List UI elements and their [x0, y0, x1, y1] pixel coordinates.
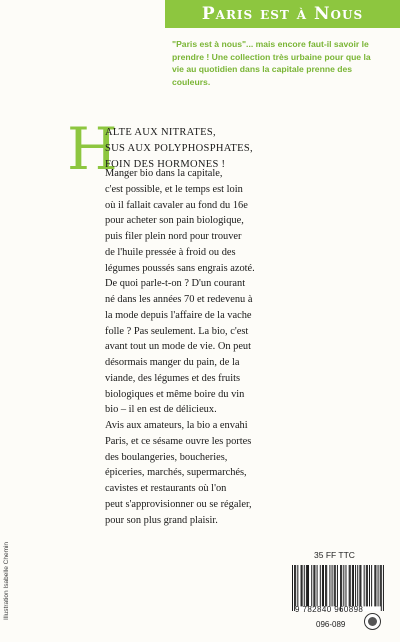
barcode-bar: [304, 565, 305, 606]
barcode-bar: [302, 565, 303, 606]
barcode-bar: [353, 565, 354, 606]
barcode-bar: [317, 565, 318, 606]
headline-line: SUS AUX POLYPHOSPHATES,: [105, 143, 253, 154]
body-line: peut s'approvisionner ou se régaler,: [105, 498, 252, 510]
body-line: légumes poussés sans engrais azoté.: [105, 262, 255, 274]
barcode-bar: [374, 565, 375, 606]
body-line: bio – il en est de délicieux.: [105, 404, 217, 416]
barcode-bar: [295, 565, 296, 606]
body-line: Manger bio dans la capitale,: [105, 168, 223, 179]
reference-code: 096-089: [316, 620, 346, 629]
body-line: Paris, et ce sésame ouvre les portes: [105, 435, 252, 447]
body-line: où il fallait cavaler au fond du 16e: [105, 199, 248, 211]
barcode-bar: [381, 565, 382, 611]
body-line: la mode depuis l'affaire de la vache: [105, 309, 252, 321]
series-title: Paris est à Nous: [201, 4, 364, 24]
barcode-bar: [329, 565, 330, 606]
headline-line: FOIN DES HORMONES !: [105, 159, 226, 170]
body-line: pour acheter son pain biologique,: [105, 215, 244, 227]
series-banner: [165, 0, 400, 28]
body-line: c'est possible, et le temps est loin: [105, 183, 243, 195]
barcode-bar: [360, 565, 361, 606]
body-line: De quoi parle-t-on ? D'un courant: [105, 278, 246, 290]
body-line: cavistes et restaurants où l'on: [105, 483, 227, 494]
barcode-bar: [301, 565, 302, 606]
barcode-bar: [357, 565, 358, 606]
body-text: [105, 166, 310, 528]
barcode-bar: [367, 565, 368, 606]
barcode-bar: [355, 565, 356, 606]
body-line: biologiques et même boire du vin: [105, 388, 245, 400]
barcode-bar: [364, 565, 365, 606]
publisher-logo-icon: [364, 613, 381, 630]
body-line: pour son plus grand plaisir.: [105, 514, 218, 526]
barcode-bar: [341, 565, 342, 606]
barcode-bar: [307, 565, 308, 606]
barcode-bar: [313, 565, 314, 606]
barcode-bar: [320, 565, 321, 606]
barcode-bar: [322, 565, 323, 606]
headline-line: ALTE AUX NITRATES,: [105, 127, 216, 138]
barcode-bar: [297, 565, 298, 606]
price-label: 35 FF TTC: [314, 550, 355, 560]
body-line: avant tout un mode de vie. On peut: [105, 341, 252, 353]
barcode-bar: [334, 565, 335, 606]
barcode-bar: [314, 565, 315, 606]
barcode-bar: [345, 565, 346, 606]
body-line: épiceries, marchés, supermarchés,: [105, 467, 247, 479]
barcode-bar: [292, 565, 293, 611]
barcode-bar: [343, 565, 344, 606]
illustration-credit: Illustration Isabelle Chemin: [3, 541, 10, 620]
body-line: viande, des légumes et des fruits: [105, 372, 241, 384]
body-line: désormais manger du pain, de la: [105, 357, 240, 368]
drop-cap: H: [67, 115, 118, 183]
body-line: de l'huile pressée à froid ou des: [105, 246, 236, 258]
barcode-bar: [369, 565, 370, 606]
barcode-bar: [383, 565, 384, 611]
barcode-bar: [349, 565, 350, 606]
barcode-bar: [326, 565, 327, 606]
body-line: des boulangeries, boucheries,: [105, 451, 228, 463]
body-line: puis filer plein nord pour trouver: [105, 231, 242, 242]
barcode-bar: [375, 565, 376, 606]
barcode-bar: [371, 565, 372, 606]
body-line: Avis aux amateurs, la bio a envahi: [105, 420, 248, 431]
barcode-bar: [352, 565, 353, 606]
barcode-bar: [308, 565, 309, 606]
barcode-bar: [359, 565, 360, 606]
barcode-bar: [366, 565, 367, 606]
body-line: folle ? Pas seulement. La bio, c'est: [105, 325, 249, 337]
barcode-bar: [380, 565, 381, 606]
barcode-bar: [311, 565, 312, 606]
isbn-number: 9 782840 960898: [295, 605, 364, 614]
barcode-bar: [337, 565, 338, 606]
barcode-bar: [378, 565, 379, 606]
barcode-bar: [323, 565, 324, 606]
barcode-bar: [332, 565, 333, 606]
barcode-bar: [335, 565, 336, 606]
series-blurb: "Paris est à nous"... mais encore faut-il savoir le prendre ! Une collection très urbaine pour que la vie au quotidien dans la capitale prenne des couleurs.: [172, 39, 371, 87]
barcode-bar: [325, 565, 326, 606]
publisher-logo-mark: [368, 617, 377, 626]
body-line: né dans les années 70 et redevenu à: [105, 294, 253, 305]
barcode-bar: [306, 565, 307, 606]
barcode-bar: [350, 565, 351, 606]
